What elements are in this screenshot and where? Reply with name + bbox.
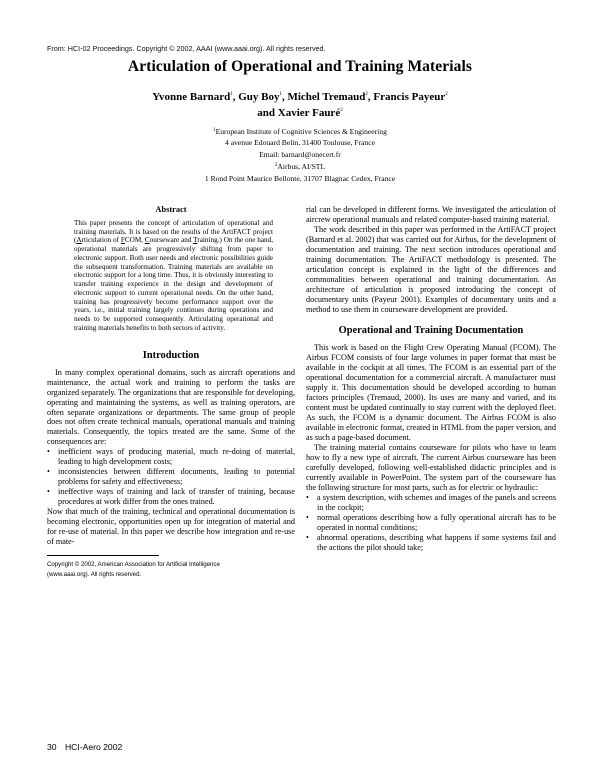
author-affil-mark: 2 <box>445 92 448 97</box>
author-affil-mark: 1 <box>230 92 233 97</box>
intro-paragraph-2-continued: rial can be developed in different forms. We investigated the articulation of aircrew operational manuals and related computer-based training material. <box>306 205 556 224</box>
affiliation-1-line-1 <box>0 125 600 137</box>
author-name: Xavier Fauré <box>277 107 341 119</box>
author-affil-mark: 2 <box>340 108 343 113</box>
author-line-2 <box>0 104 600 120</box>
footnote-line: (www.aaai.org). All rights reserved. <box>47 571 142 579</box>
author-separator: , <box>367 91 374 103</box>
spacer <box>47 333 295 349</box>
abstract-text: This paper presents the concept of articulation of operational and training materials. It is based on the results of the ArtiFACT project (Articulation of FCOM, Courseware and Training.) On the one hand, operational materials are progressively shifting from paper to electronic support. Both user needs and electronic possibilities guide the subsequent transformation. Training materials are available on electronic support for a long time. Thus, it is obviously interesting to transfer training experience in the design and development of electronic support to current operational needs. On the other hand, training has progressively become performance support over the years, i.e., initial training largely continues during operations and needs to be supported consequently. Articulating operational and training materials benefits to both sectors of activity. <box>74 218 274 332</box>
affiliation-1-line-2: 4 avenue Edouard Belin, 31400 Toulouse, France <box>225 138 375 148</box>
affiliation-1-email: Email: barnard@onecert.fr <box>259 149 341 159</box>
author-name: Guy Boy <box>238 91 280 103</box>
list-item: • inefficient ways of producing material, much re-doing of material, leading to high development costs; <box>47 447 295 467</box>
page-footer <box>47 742 128 752</box>
footnote-line: Copyright © 2002, American Association for Artificial Intelligence <box>47 560 220 568</box>
copyright-header: From: HCI-02 Proceedings. Copyright © 2002, AAAI (www.aaai.org). All rights reserved. <box>47 44 326 53</box>
author-separator: , <box>232 91 239 103</box>
affiliation-text: Airbus, AI/STL <box>277 162 326 172</box>
list-item: • abnormal operations, describing what happens if some systems fail and the actions the pilot should take; <box>306 533 556 553</box>
introduction-heading: Introduction <box>142 349 200 361</box>
author-name: Francis Payeur <box>373 91 446 103</box>
author-line-1 <box>0 88 600 104</box>
author-affil-mark: 1 <box>279 92 282 97</box>
consequences-list <box>47 447 295 507</box>
intro-paragraph-1: In many complex operational domains, such as aircraft operations and maintenance, the actual work and training to perform the tasks are organized separately. The organizations that are responsible for developing, operating and maintaining the systems, as well as training operators, are often separate organizations or departments. The same group of people does not often create technical manuals, operational manuals and training materials. Consequently, the topics treated are the same. Some of the consequences are: <box>47 367 295 447</box>
affiliation-2-line-2: 1 Rond Point Maurice Bellonte, 31707 Blagnac Cedex, France <box>204 173 396 183</box>
affiliation-mark: 1 <box>213 128 216 133</box>
spacer <box>306 314 556 324</box>
intro-paragraph-2: Now that much of the training, technical and operational documentation is becoming electronic, opportunities open up for integration of material and for re-use of material. In this paper we describe how integration and re-use of mate- <box>47 507 295 546</box>
abstract-heading: Abstract <box>155 205 187 214</box>
author-separator-and: and <box>257 107 278 119</box>
list-item: • a system description, with schemes and images of the panels and screens in the cockpit; <box>306 493 556 513</box>
list-item: • inconsistencies between different documents, leading to potential problems for safety and effectiveness; <box>47 467 295 487</box>
spacer <box>47 547 295 555</box>
affiliation-2-line-1 <box>0 160 600 172</box>
ops-paragraph-1: This work is based on the Flight Crew Operating Manual (FCOM). The Airbus FCOM consists of four large volumes in paper format that must be available in the cockpit at all times. The FCOM is an essential part of the operational documentation for a commercial aircraft. A manufacturer must supply it. This documentation should be developed according to human factors principles (Tremaud, 2000). Its uses are many and varied, and its content must be updated continually to stay current with the deployed fleet. As such, the FCOM is a dynamic document. The Airbus FCOM is also available in electronic format, created in HTML from the paper version, and as such a page-based document. <box>306 343 556 443</box>
venue-name: HCI-Aero 2002 <box>64 742 123 752</box>
ops-paragraph-2: The training material contains courseware for pilots who have to learn how to fly a new type of aircraft. The current Airbus courseware has been carefully developed, following well-established didactic principles and is currently available in PowerPoint. The system part of the courseware has the following structure for most parts, such as for electric or hydraulic: <box>306 443 556 492</box>
list-item: • ineffective ways of training and lack of transfer of training, because procedures at work differ from the ones trained. <box>47 487 295 507</box>
ops-training-heading: Operational and Training Documentation <box>338 325 524 337</box>
author-affil-mark: 2 <box>365 92 368 97</box>
author-separator: , <box>281 91 288 103</box>
list-item: • normal operations describing how a fully operational aircraft has to be operated in normal conditions; <box>306 513 556 533</box>
page-number: 30 <box>47 742 57 752</box>
copyright-footnote <box>47 560 295 581</box>
intro-paragraph-3: The work described in this paper was performed in the ArtiFACT project (Barnard et al. 2002) that was carried out for Airbus, for the development of documentation and training. The next section introduces operational and training documentation. The ArtiFACT methodology is presented. The articulation concept is explained in the light of the differences and commonalities between operational and training documentation. An architecture of articulation is proposed introducing the concept of documentary units (Payeur 2001). Examples of documentary units and a method to use them in courseware development are provided. <box>306 224 556 314</box>
affiliation-mark: 2 <box>274 163 278 169</box>
courseware-structure-list <box>306 493 556 553</box>
author-name: Yvonne Barnard <box>152 91 231 103</box>
affiliations <box>0 125 600 184</box>
affiliation-text: European Institute of Cognitive Sciences & Engineering <box>215 127 387 136</box>
right-column <box>306 205 556 553</box>
left-column <box>47 205 295 581</box>
paper-title: Articulation of Operational and Training Materials <box>127 58 473 75</box>
author-name: Michel Tremaud <box>287 91 366 103</box>
author-list <box>0 88 600 120</box>
